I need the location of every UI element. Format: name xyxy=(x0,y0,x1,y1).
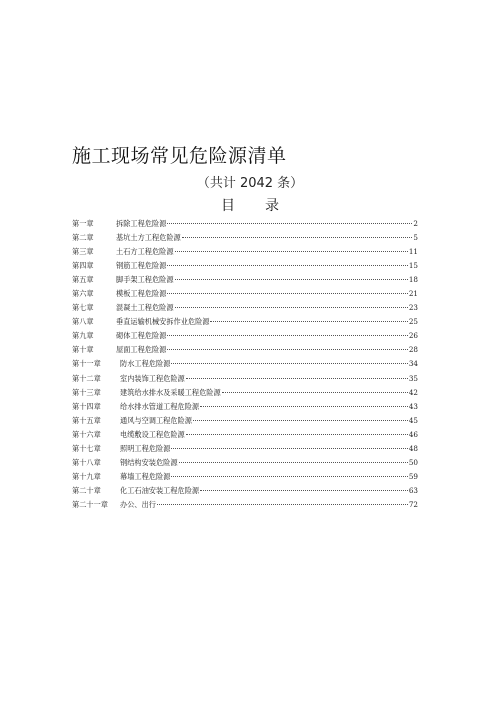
toc-chapter-number: 第六章 xyxy=(72,289,94,299)
toc-entry[interactable] xyxy=(72,287,418,301)
toc-dot-leader xyxy=(157,504,408,505)
toc-dot-leader xyxy=(210,321,407,322)
toc-heading xyxy=(0,195,500,215)
toc-entry[interactable] xyxy=(72,259,418,273)
toc-page-number: 42 xyxy=(408,387,418,397)
document-title: 施工现场常见危险源清单 xyxy=(72,145,287,167)
toc-page-number: 28 xyxy=(408,345,418,355)
toc-page-number: 2 xyxy=(413,219,418,228)
toc-chapter-number: 第四章 xyxy=(72,261,94,271)
toc-chapter-number: 第二章 xyxy=(72,233,94,243)
toc-chapter-title: 钢结构安装危险源 xyxy=(120,457,178,467)
toc-entry[interactable] xyxy=(72,357,418,371)
toc-page-number: 48 xyxy=(408,443,418,453)
toc-entry[interactable] xyxy=(72,273,418,287)
toc-entry[interactable] xyxy=(72,498,418,512)
toc-chapter-title: 基坑土方工程危险源 xyxy=(116,233,181,243)
toc-dot-leader xyxy=(167,335,408,336)
toc-chapter-title: 屋面工程危险源 xyxy=(116,345,167,355)
toc-page-number: 46 xyxy=(408,429,418,439)
toc-chapter-number: 第十七章 xyxy=(72,443,101,453)
toc-chapter-number: 第十一章 xyxy=(72,359,101,369)
toc-page-number: 35 xyxy=(408,373,418,383)
toc-dot-leader xyxy=(186,378,408,379)
toc-dot-leader xyxy=(175,279,408,280)
toc-chapter-number: 第十三章 xyxy=(72,387,101,397)
toc-page-number: 72 xyxy=(408,499,418,509)
toc-page-number: 63 xyxy=(408,485,418,495)
table-of-contents xyxy=(72,217,418,512)
toc-chapter-number: 第三章 xyxy=(72,247,94,257)
toc-chapter-title: 混凝土工程危险源 xyxy=(116,303,174,313)
toc-dot-leader xyxy=(222,392,408,393)
toc-page-number: 45 xyxy=(408,415,418,425)
toc-chapter-number: 第九章 xyxy=(72,331,94,341)
toc-chapter-number: 第十六章 xyxy=(72,429,101,439)
toc-entry[interactable] xyxy=(72,484,418,498)
toc-dot-leader xyxy=(167,265,408,266)
toc-chapter-title: 给水排水管道工程危险源 xyxy=(120,401,200,411)
toc-dot-leader xyxy=(175,251,408,252)
toc-page-number: 5 xyxy=(413,233,418,243)
toc-entry[interactable] xyxy=(72,400,418,414)
toc-chapter-number: 第一章 xyxy=(72,219,94,228)
toc-dot-leader xyxy=(167,293,408,294)
toc-chapter-number: 第十二章 xyxy=(72,373,101,383)
toc-entry[interactable] xyxy=(72,414,418,428)
toc-dot-leader xyxy=(200,406,408,407)
toc-chapter-number: 第十章 xyxy=(72,345,94,355)
toc-entry[interactable] xyxy=(72,456,418,470)
toc-entry[interactable] xyxy=(72,245,418,259)
toc-entry[interactable] xyxy=(72,217,418,231)
toc-chapter-number: 第十八章 xyxy=(72,457,101,467)
toc-page-number: 23 xyxy=(408,303,418,313)
toc-chapter-title: 土石方工程危险源 xyxy=(116,247,174,257)
toc-chapter-number: 第八章 xyxy=(72,317,94,327)
toc-page-number: 59 xyxy=(408,471,418,481)
toc-chapter-title: 化工石油安装工程危险源 xyxy=(120,485,200,495)
toc-entry[interactable] xyxy=(72,329,418,343)
toc-chapter-title: 办公、出行 xyxy=(120,499,156,509)
toc-entry[interactable] xyxy=(72,470,418,484)
toc-dot-leader xyxy=(179,462,408,463)
toc-entry[interactable] xyxy=(72,442,418,456)
toc-chapter-number: 第十五章 xyxy=(72,415,101,425)
toc-entry[interactable] xyxy=(72,231,418,245)
toc-entry[interactable] xyxy=(72,301,418,315)
toc-page-number: 26 xyxy=(408,331,418,341)
toc-entry[interactable] xyxy=(72,428,418,442)
toc-chapter-number: 第五章 xyxy=(72,275,94,285)
toc-page-number: 18 xyxy=(408,275,418,285)
toc-chapter-title: 电缆敷设工程危险源 xyxy=(120,429,185,439)
toc-entry[interactable] xyxy=(72,372,418,386)
toc-page-number: 43 xyxy=(408,401,418,411)
toc-page-number: 11 xyxy=(408,247,418,257)
toc-dot-leader xyxy=(182,237,413,238)
toc-dot-leader xyxy=(193,420,408,421)
toc-entry[interactable] xyxy=(72,315,418,329)
toc-dot-leader xyxy=(175,307,408,308)
toc-chapter-title: 通风与空调工程危险源 xyxy=(120,415,192,425)
toc-dot-leader xyxy=(167,349,408,350)
toc-chapter-title: 钢筋工程危险源 xyxy=(116,261,167,271)
toc-chapter-number: 第十四章 xyxy=(72,401,101,411)
toc-heading-word-2: 录 xyxy=(265,198,279,214)
toc-page-number: 34 xyxy=(408,359,418,369)
toc-page-number: 50 xyxy=(408,457,418,467)
toc-dot-leader xyxy=(167,223,412,224)
toc-entry[interactable] xyxy=(72,386,418,400)
toc-chapter-title: 脚手架工程危险源 xyxy=(116,275,174,285)
toc-chapter-title: 照明工程危险源 xyxy=(120,443,171,453)
toc-chapter-title: 防水工程危险源 xyxy=(120,359,171,369)
toc-dot-leader xyxy=(171,363,408,364)
toc-dot-leader xyxy=(171,448,408,449)
toc-chapter-number: 第二十一章 xyxy=(72,499,108,509)
toc-page-number: 25 xyxy=(408,317,418,327)
toc-chapter-number: 第七章 xyxy=(72,303,94,313)
toc-chapter-title: 砌体工程危险源 xyxy=(116,331,167,341)
toc-dot-leader xyxy=(171,476,408,477)
toc-chapter-title: 幕墙工程危险源 xyxy=(120,471,171,481)
toc-page-number: 15 xyxy=(408,261,418,271)
document-subtitle: （共计 2042 条） xyxy=(196,176,304,191)
toc-page-number: 21 xyxy=(408,289,418,299)
toc-chapter-title: 垂直运输机械安拆作业危险源 xyxy=(116,317,210,327)
toc-heading-word-1: 目 xyxy=(221,198,235,214)
toc-chapter-title: 室内装饰工程危险源 xyxy=(120,373,185,383)
toc-chapter-title: 拆除工程危险源 xyxy=(116,219,167,228)
toc-chapter-title: 建筑给水排水及采暖工程危险源 xyxy=(120,387,221,397)
toc-chapter-number: 第十九章 xyxy=(72,471,101,481)
toc-dot-leader xyxy=(200,490,408,491)
toc-chapter-number: 第二十章 xyxy=(72,485,101,495)
toc-chapter-title: 模板工程危险源 xyxy=(116,289,167,299)
toc-entry[interactable] xyxy=(72,343,418,357)
toc-dot-leader xyxy=(186,434,408,435)
